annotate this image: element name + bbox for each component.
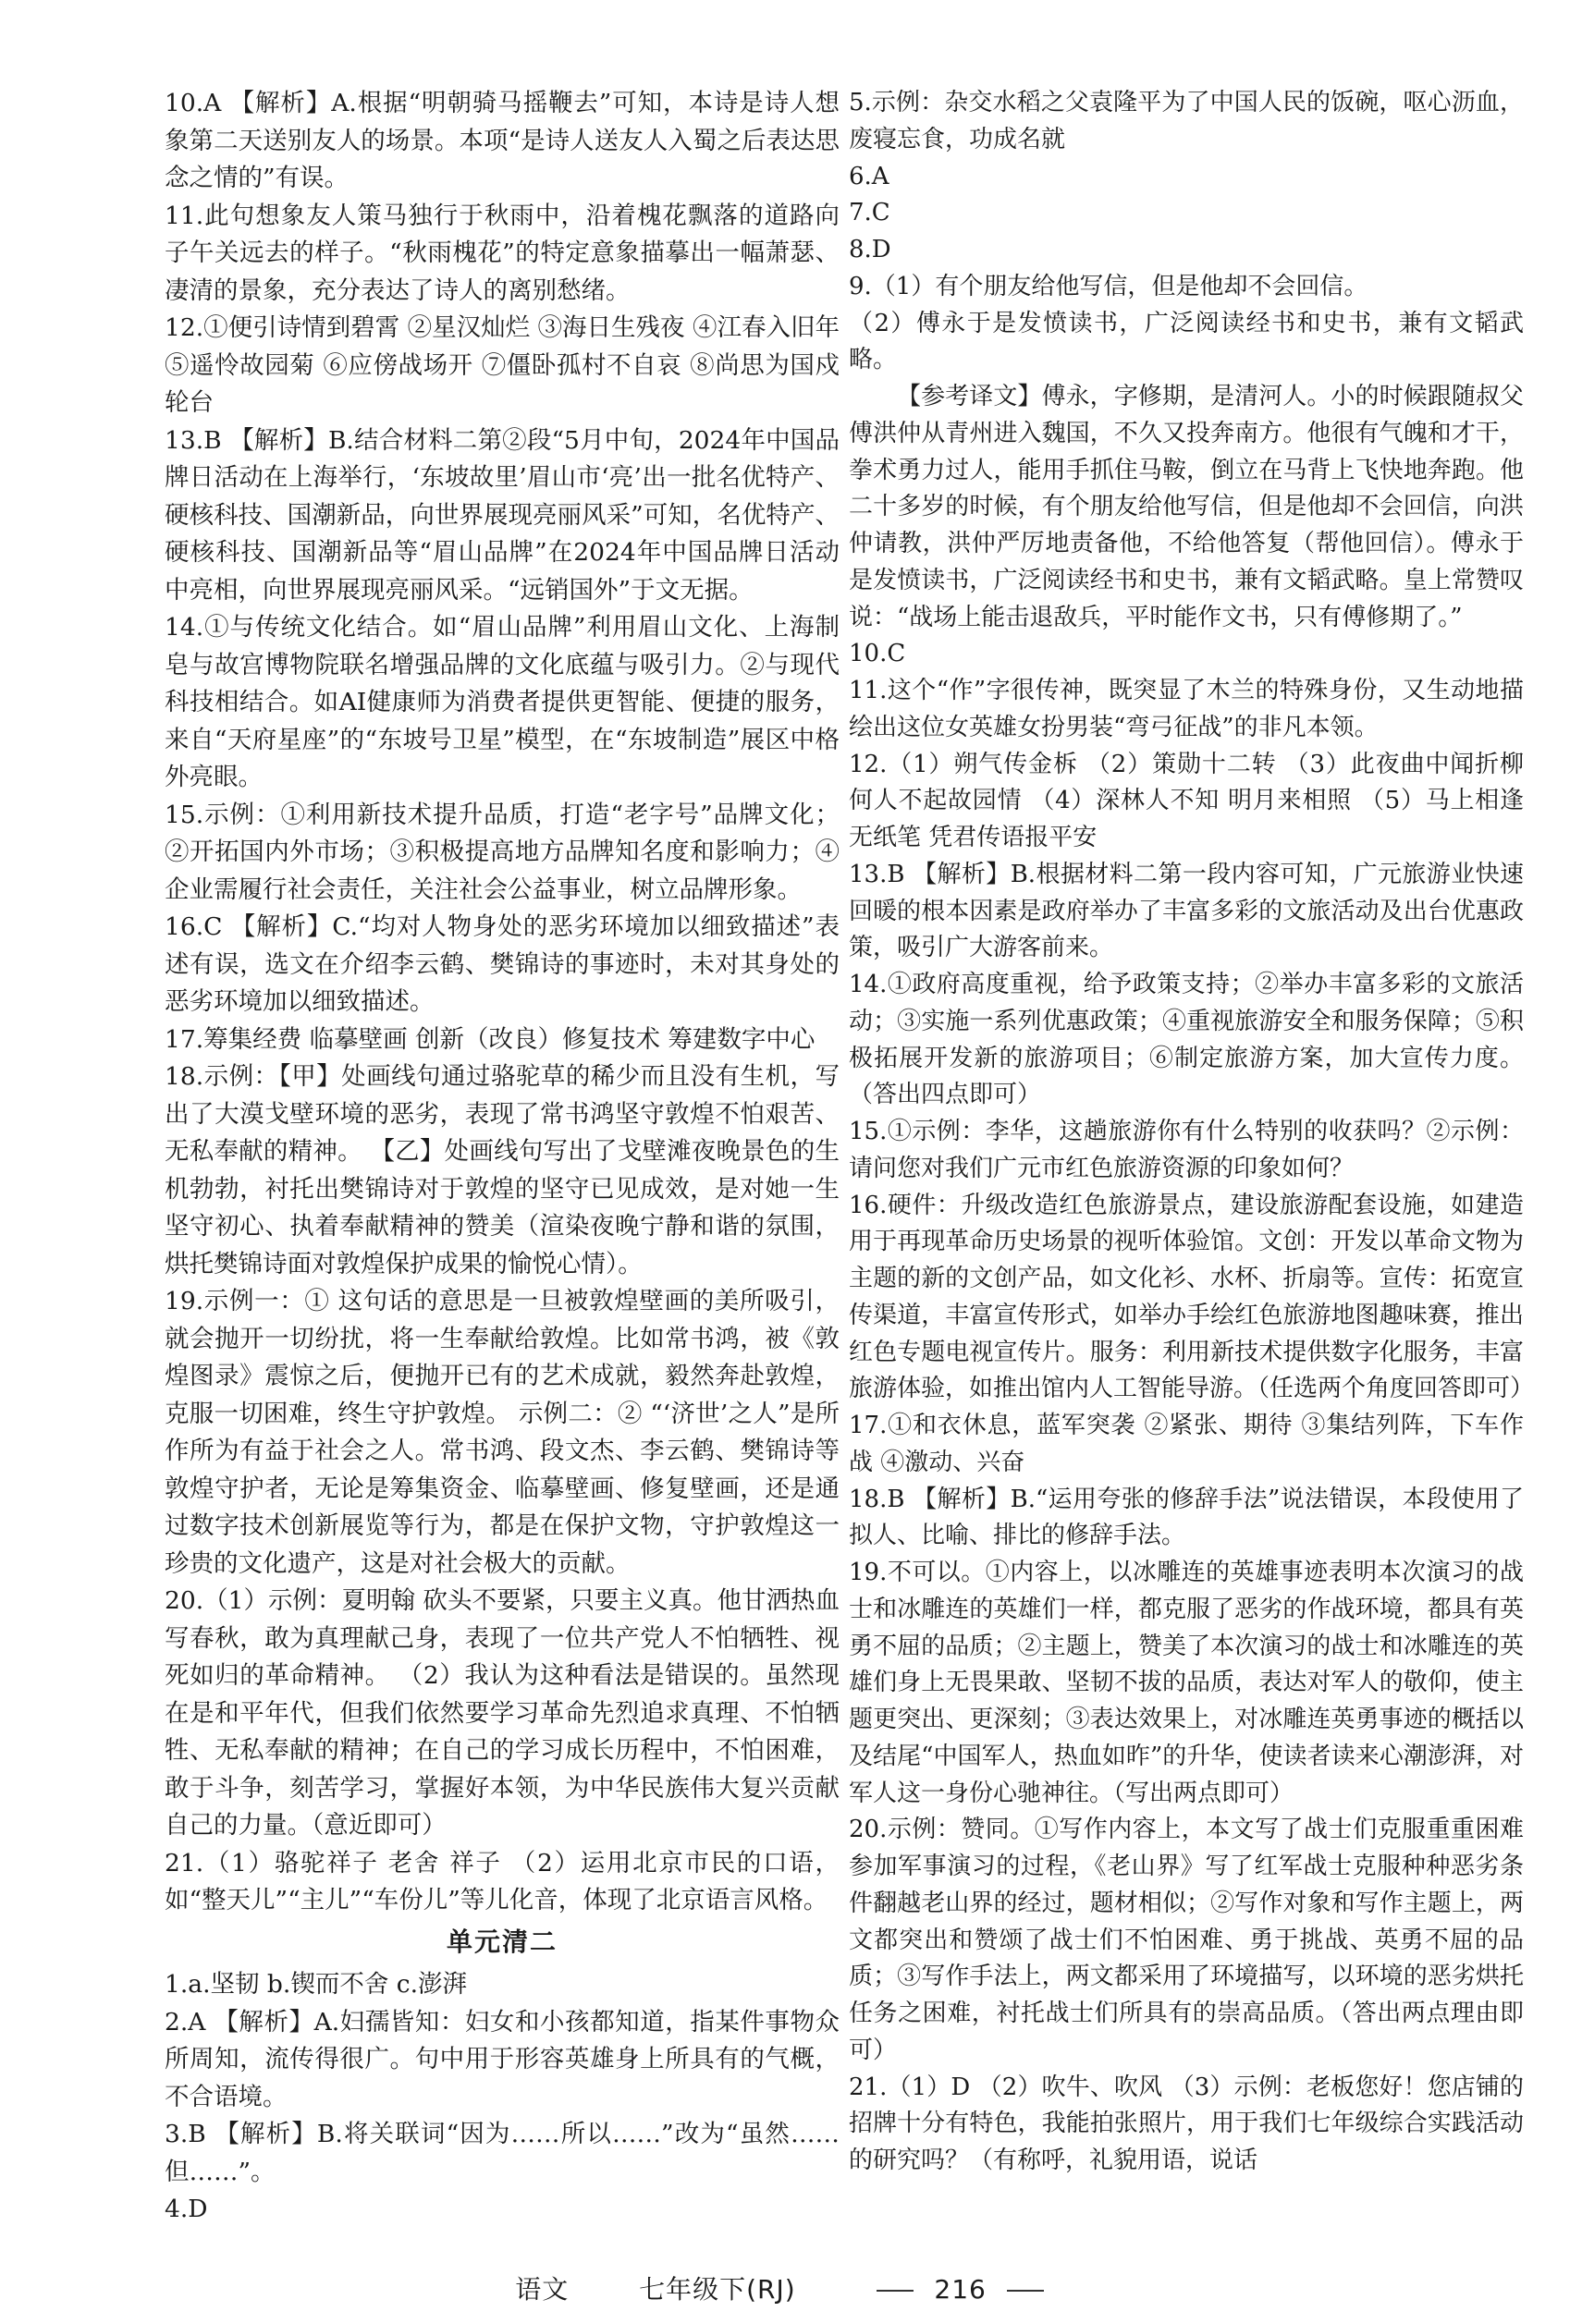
answer-list (165, 85, 840, 1920)
answer-item: 19.示例一：① 这句话的意思是一旦被敦煌壁画的美所吸引，就会抛开一切纷扰，将一生奉献给敦煌。比如常书鸿，被《敦煌图录》震惊之后，便抛开已有的艺术成就，毅然奔赴敦煌，克服一切困难，终生守护敦煌。 示例二：② “‘济世’之人”是所作所为有益于社会之人。常书鸿、段文杰、李云鹤、樊锦诗等敦煌守护者，无论是筹集资金、临摹壁画、修复壁画，还是通过数字技术创新展览等行为，都是在保护文物，守护敦煌这一珍贵的文化遗产，这是对社会极大的贡献。 (165, 1287, 840, 1578)
page-number: 216 (934, 2274, 987, 2305)
answer-item: 3.B 【解析】B.将关联词“因为……所以……”改为“虽然……但……”。 (165, 2120, 840, 2186)
answer-item: 10.A 【解析】A.根据“明朝骑马摇鞭去”可知，本诗是诗人想象第二天送别友人的场景。本项“是诗人送友人入蜀之后表达思念之情的”有误。 (165, 89, 840, 192)
answer-item: 12.①便引诗情到碧霄 ②星汉灿烂 ③海日生残夜 ④江春入旧年 ⑤遥怜故园菊 ⑥应傍战场开 ⑦僵卧孤村不自哀 ⑧尚思为国戍轮台 (165, 313, 840, 417)
answer-item: 14.①与传统文化结合。如“眉山品牌”利用眉山文化、上海制皂与故宫博物院联名增强品牌的文化底蕴与吸引力。②与现代科技相结合。如AI健康师为消费者提供更智能、便捷的服务，来自“天府星座”的“东坡号卫星”模型，在“东坡制造”展区中格外亮眼。 (165, 613, 840, 791)
answer-item: 14.①政府高度重视，给予政策支持；②举办丰富多彩的文旅活动；③实施一系列优惠政策；④重视旅游安全和服务保障；⑤积极拓展开发新的旅游项目；⑥制定旅游方案，加大宣传力度。（答出四点即可） (849, 971, 1524, 1109)
answer-item: 10.C (849, 640, 906, 668)
answer-item: 18.B 【解析】B.“运用夸张的修辞手法”说法错误，本段使用了拟人、比喻、排比的修辞手法。 (849, 1485, 1524, 1550)
answer-item: （2）傅永于是发愤读书，广泛阅读经书和史书，兼有文韬武略。 (849, 309, 1524, 374)
answer-item: 4.D (165, 2195, 208, 2223)
answer-item: 19.不可以。①内容上，以冰雕连的英雄事迹表明本次演习的战士和冰雕连的英雄们一样，都克服了恶劣的作战环境，都具有英勇不屈的品质；②主题上，赞美了本次演习的战士和冰雕连的英雄们身上无畏果敢、坚韧不拔的品质，表达对军人的敬仰，使主题更突出、更深刻；③表达效果上，对冰雕连英勇事迹的概括以及结尾“中国军人，热血如昨”的升华，使读者读来心潮澎湃，对军人这一身份心驰神往。（写出两点即可） (849, 1559, 1524, 1807)
answer-item: 6.A (849, 162, 889, 190)
answer-item: 11.此句想象友人策马独行于秋雨中，沿着槐花飘落的道路向子午关远去的样子。“秋雨槐花”的特定意象描摹出一幅萧瑟、凄清的景象，充分表达了诗人的离别愁绪。 (165, 201, 840, 305)
answer-item: 13.B 【解析】B.根据材料二第一段内容可知，广元旅游业快速回暖的根本因素是政府举办了丰富多彩的文旅活动及出台优惠政策，吸引广大游客前来。 (849, 860, 1524, 962)
answer-list (849, 85, 1524, 379)
answer-item: 20.（1）示例：夏明翰 砍头不要紧，只要主义真。他甘洒热血写春秋，敢为真理献己身，表现了一位共产党人不怕牺牲、视死如归的革命精神。 （2）我认为这种看法是错误的。虽然现在是和平年代，但我们依然要学习革命先烈追求真理、不怕牺牲、无私奉献的精神；在自己的学习成长历程中，不怕困难，敢于斗争，刻苦学习，掌握好本领，为中华民族伟大复兴贡献自己的力量。（意近即可） (165, 1586, 840, 1840)
answer-item: 17.①和衣休息，蓝军突袭 ②紧张、期待 ③集结列阵，下车作战 ④激动、兴奋 (849, 1412, 1524, 1476)
left-column (165, 85, 840, 2229)
answer-item: 17.筹集经费 临摹壁画 创新（改良）修复技术 筹建数字中心 (165, 1024, 816, 1054)
section-heading: 单元清二 (446, 1926, 558, 1957)
page-footer (0, 2269, 1570, 2306)
answer-item: 21.（1）D （2）吹牛、吹风 （3）示例：老板您好！您店铺的招牌十分有特色，我能拍张照片，用于我们七年级综合实践活动的研究吗？（有称呼，礼貌用语，说话 (849, 2073, 1524, 2174)
answer-item: 16.C 【解析】C.“均对人物身处的恶劣环境加以细致描述”表述有误，选文在介绍李云鹤、樊锦诗的事迹时，未对其身处的恶劣环境加以细致描述。 (165, 912, 840, 1016)
answer-item: 15.①示例：李华，这趟旅游你有什么特别的收获吗？②示例：请问您对我们广元市红色旅游资源的印象如何？ (849, 1118, 1524, 1182)
answer-list (849, 636, 1535, 2180)
right-column (849, 85, 1535, 2180)
answer-item: 12.（1）朔气传金柝 （2）策勋十二转 （3）此夜曲中闻折柳 何人不起故园情 （4）深林人不知 明月来相照 （5）马上相逢无纸笔 凭君传语报平安 (849, 750, 1524, 851)
answer-item: 1.a.坚韧 b.锲而不舍 c.澎湃 (165, 1970, 468, 1999)
footer-dash-left (877, 2290, 914, 2292)
answer-item: 21.（1）骆驼祥子 老舍 祥子 （2）运用北京市民的口语，如“整天儿”“主儿”“车份儿”等儿化音，体现了北京语言风格。 (165, 1848, 840, 1914)
answer-item: 13.B 【解析】B.结合材料二第②段“5月中旬，2024年中国品牌日活动在上海举行，‘东坡故里’眉山市‘亮’出一批名优特产、硬核科技、国潮新品，向世界展现亮丽风采”可知，名优特产、硬核科技、国潮新品等“眉山品牌”在2024年中国品牌日活动中亮相，向世界展现亮丽风采。“远销国外”于文无据。 (165, 425, 840, 605)
answer-item: 8.D (849, 236, 891, 263)
reference-translation: 【参考译文】傅永，字修期，是清河人。小的时候跟随叔父傅洪仲从青州进入魏国，不久又投奔南方。他很有气魄和才干，拳术勇力过人，能用手抓住马鞍，倒立在马背上飞快地奔跑。他二十多岁的时候，有个朋友给他写信，但是他却不会回信，向洪仲请教，洪仲严厉地责备他，不给他答复（帮他回信）。傅永于是发愤读书，广泛阅读经书和史书，兼有文韬武略。皇上常赞叹说：“战场上能击退敌兵，平时能作文书，只有傅修期了。” (849, 383, 1524, 631)
answer-list (165, 1966, 840, 2229)
answer-item: 7.C (849, 199, 890, 227)
answer-item: 5.示例：杂交水稻之父袁隆平为了中国人民的饭碗，呕心沥血，废寝忘食，功成名就 (849, 89, 1524, 153)
footer-dash-right (1007, 2290, 1044, 2292)
answer-item: 9.（1）有个朋友给他写信，但是他却不会回信。 (849, 272, 1368, 300)
answer-item: 20.示例：赞同。①写作内容上，本文写了战士们克服重重困难参加军事演习的过程，《老山界》写了红军战士克服种种恶劣条件翻越老山界的经过，题材相似；②写作对象和写作主题上，两文都突出和赞颂了战士们不怕困难、勇于挑战、英勇不屈的品质；③写作手法上，两文都采用了环境描写，以环境的恶劣烘托任务之困难，衬托战士们所具有的崇高品质。（答出两点理由即可） (849, 1816, 1524, 2064)
answer-item: 18.示例：【甲】处画线句通过骆驼草的稀少而且没有生机，写出了大漠戈壁环境的恶劣，表现了常书鸿坚守敦煌不怕艰苦、无私奉献的精神。 【乙】处画线句写出了戈壁滩夜晚景色的生机勃勃，衬托出樊锦诗对于敦煌的坚守已见成效，是对她一生坚守初心、执着奉献精神的赞美（渲染夜晚宁静和谐的氛围，烘托樊锦诗面对敦煌保护成果的愉悦心情）。 (165, 1062, 840, 1278)
footer-subject: 语文 (515, 2274, 570, 2305)
answer-item: 15.示例：①利用新技术提升品质，打造“老字号”品牌文化；②开拓国内外市场；③积极提高地方品牌知名度和影响力；④企业需履行社会责任，关注社会公益事业，树立品牌形象。 (165, 800, 840, 904)
footer-grade: 七年级下(RJ) (639, 2274, 796, 2305)
answer-item: 2.A 【解析】A.妇孺皆知：妇女和小孩都知道，指某件事物众所周知，流传得很广。句中用于形容英雄身上所具有的气概，不合语境。 (165, 2007, 840, 2111)
answer-item: 11.这个“作”字很传神，既突显了木兰的特殊身份，又生动地描绘出这位女英雄女扮男装“弯弓征战”的非凡本领。 (849, 677, 1524, 741)
answer-item: 16.硬件：升级改造红色旅游景点，建设旅游配套设施，如建造用于再现革命历史场景的视听体验馆。文创：开发以革命文物为主题的新的文创产品，如文化衫、水杯、折扇等。宣传：拓宽宣传渠道，丰富宣传形式，如举办手绘红色旅游地图趣味赛，推出红色专题电视宣传片。服务：利用新技术提供数字化服务，丰富旅游体验，如推出馆内人工智能导游。（任选两个角度回答即可） (849, 1191, 1535, 1403)
